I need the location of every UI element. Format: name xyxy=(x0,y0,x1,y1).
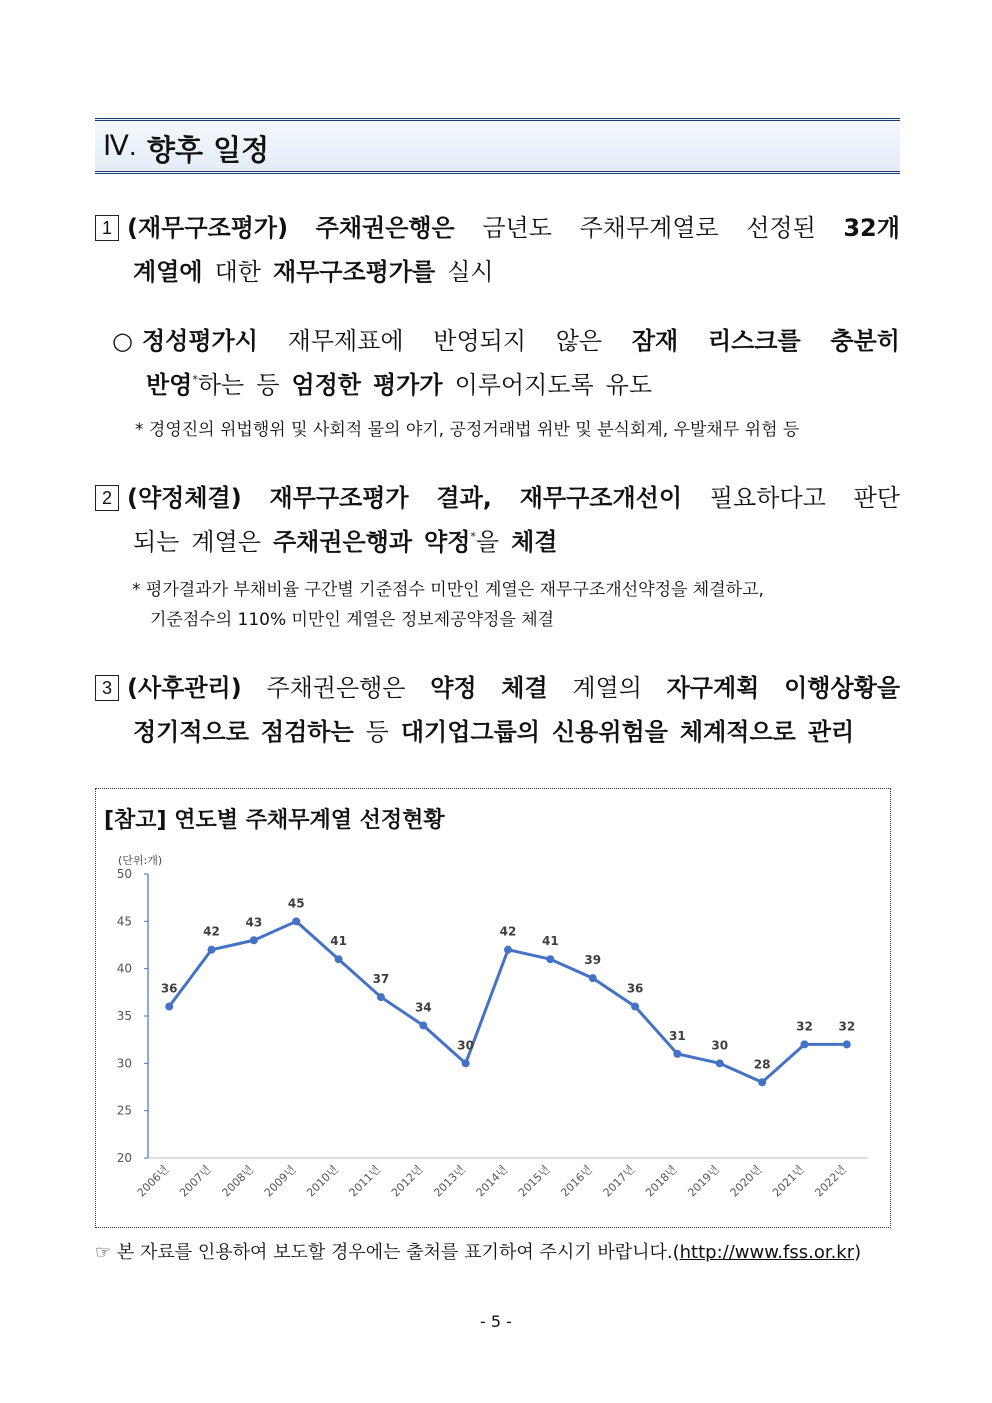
note-1: * 경영진의 위법행위 및 사회적 물의 야기, 공정거래법 위반 및 분식회계, 우발채무 위험 등 xyxy=(135,420,800,440)
chart-panel xyxy=(95,788,891,1228)
data-point xyxy=(419,1021,427,1029)
word: 신용위험을 xyxy=(551,718,668,746)
word: 충분히 xyxy=(830,327,900,355)
item-2 xyxy=(95,476,900,564)
x-tick-label: 2011년 xyxy=(346,1162,384,1200)
citation-text: ☞ 본 자료를 인용하여 보도할 경우에는 출처를 표기하여 주시기 바랍니다.( xyxy=(95,1242,680,1263)
word: 반영 xyxy=(146,371,193,399)
data-label: 34 xyxy=(414,1000,432,1015)
data-point xyxy=(673,1050,681,1058)
data-label: 45 xyxy=(287,896,305,911)
x-tick-label: 2018년 xyxy=(643,1162,680,1200)
data-label: 30 xyxy=(457,1038,474,1053)
word: 정성평가시 xyxy=(142,327,258,355)
footnote-star: * xyxy=(470,530,476,543)
word: 금년도 xyxy=(482,214,552,242)
y-tick-label: 45 xyxy=(116,914,132,929)
fss-link[interactable]: http://www.fss.or.kr xyxy=(679,1242,855,1263)
word: 리스크를 xyxy=(707,327,801,355)
word: 약정 xyxy=(424,528,471,556)
y-tick-label: 30 xyxy=(116,1056,132,1071)
item-number-box: 1 xyxy=(95,215,119,241)
word: 되는 xyxy=(133,528,180,556)
y-tick-label: 25 xyxy=(116,1103,132,1118)
y-tick-label: 40 xyxy=(116,961,132,976)
x-tick-label: 2021년 xyxy=(770,1162,807,1200)
word: 평가가 xyxy=(373,371,443,399)
data-point xyxy=(377,993,385,1001)
item-heading: (사후관리) xyxy=(127,674,242,702)
bullet-circle: ○ xyxy=(112,327,133,355)
word: 자구계획 xyxy=(666,674,760,702)
data-label: 37 xyxy=(372,972,390,987)
section-title: 향후 일정 xyxy=(147,133,270,167)
data-label: 43 xyxy=(245,915,263,930)
word: 대기업그룹의 xyxy=(400,718,540,746)
word: 계열의 xyxy=(572,674,642,702)
data-point xyxy=(165,1003,173,1011)
data-label: 32 xyxy=(796,1019,813,1034)
data-label: 30 xyxy=(711,1038,729,1053)
sub-bullet xyxy=(112,319,900,407)
item-3 xyxy=(95,666,900,754)
word: 않은 xyxy=(555,327,603,355)
citation-close: ) xyxy=(854,1242,862,1263)
footnote-star: * xyxy=(192,373,198,386)
data-point xyxy=(843,1040,851,1048)
word: 계열에 xyxy=(133,258,203,286)
data-label: 41 xyxy=(542,934,559,949)
x-tick-label: 2015년 xyxy=(515,1162,553,1200)
word: 판단 xyxy=(853,484,900,512)
x-tick-label: 2017년 xyxy=(600,1162,638,1200)
chart-title: [참고] 연도별 주채무계열 선정현황 xyxy=(104,808,445,833)
data-label: 28 xyxy=(753,1057,771,1072)
word: 재무구조평가를 xyxy=(272,258,436,286)
x-tick-label: 2008년 xyxy=(219,1162,257,1200)
word: 체계적으로 xyxy=(679,718,796,746)
word: 유도 xyxy=(605,371,653,399)
word: 주채권은행과 xyxy=(272,528,413,556)
word: 이루어지도록 xyxy=(454,371,594,399)
word: 약정 xyxy=(430,674,477,702)
word: 정기적으로 xyxy=(133,718,249,746)
word: 잠재 xyxy=(631,327,679,355)
section-number: Ⅳ. xyxy=(103,130,137,161)
x-tick-label: 2019년 xyxy=(685,1162,722,1200)
x-tick-label: 2016년 xyxy=(558,1162,595,1200)
data-point xyxy=(716,1059,724,1067)
x-tick-label: 2010년 xyxy=(304,1162,341,1200)
word: 결과, xyxy=(436,484,492,512)
word: 필요하다고 xyxy=(709,484,826,512)
data-label: 31 xyxy=(669,1028,686,1043)
data-label: 42 xyxy=(499,924,517,939)
data-point xyxy=(800,1040,808,1048)
y-tick-label: 50 xyxy=(116,867,132,881)
data-point xyxy=(589,974,597,982)
data-label: 39 xyxy=(584,953,602,968)
word: 엄정한 xyxy=(291,371,361,399)
note-2b: 기준점수의 110% 미만인 계열은 정보제공약정을 체결 xyxy=(150,610,555,630)
data-point xyxy=(504,946,512,954)
word: 점검하는 xyxy=(260,718,354,746)
word: 실시 xyxy=(447,258,494,286)
x-tick-label: 2013년 xyxy=(431,1162,468,1200)
item-1 xyxy=(95,206,900,294)
x-tick-label: 2009년 xyxy=(261,1162,299,1200)
data-label: 36 xyxy=(626,981,644,996)
y-tick-label: 35 xyxy=(116,1009,132,1023)
word: 체결 xyxy=(501,674,548,702)
data-label: 41 xyxy=(330,934,347,949)
word: 32개 xyxy=(843,214,900,242)
unit-label: (단위:개) xyxy=(118,854,163,867)
x-tick-label: 2006년 xyxy=(134,1162,172,1200)
citation-note xyxy=(95,1238,895,1264)
x-tick-label: 2014년 xyxy=(473,1162,511,1200)
word: 재무구조평가 xyxy=(269,484,409,512)
data-point xyxy=(462,1059,470,1067)
word: 주채권은행은 xyxy=(315,214,455,242)
item-heading: (재무구조평가) xyxy=(127,214,289,242)
data-point xyxy=(335,955,343,963)
x-tick-label: 2007년 xyxy=(177,1162,214,1200)
x-tick-label: 2012년 xyxy=(388,1162,426,1200)
data-point xyxy=(292,917,300,925)
line-chart xyxy=(96,789,892,1229)
word: 관리 xyxy=(807,718,855,746)
item-heading: (약정체결) xyxy=(127,484,242,512)
word: 계열은 xyxy=(191,528,261,556)
data-point xyxy=(250,936,258,944)
word: 반영되지 xyxy=(433,327,527,355)
item-number-box: 2 xyxy=(95,485,119,511)
word: 주채권은행은 xyxy=(266,674,406,702)
word: 이행상황을 xyxy=(784,674,900,702)
data-point xyxy=(631,1003,639,1011)
word: 재무구조개선이 xyxy=(519,484,683,512)
data-point xyxy=(208,946,216,954)
item-number-box: 3 xyxy=(95,675,119,701)
word: 체결 xyxy=(511,528,558,556)
x-tick-label: 2022년 xyxy=(812,1162,849,1200)
data-label: 36 xyxy=(160,981,178,996)
word: 선정된 xyxy=(746,214,816,242)
word: 을 xyxy=(475,528,500,556)
word: 하는 xyxy=(197,371,245,399)
note-2a: * 평가결과가 부채비율 구간별 기준점수 미만인 계열은 재무구조개선약정을 체결하고, xyxy=(132,580,764,600)
series-line xyxy=(169,921,847,1082)
data-point xyxy=(546,955,554,963)
word: 등 xyxy=(256,371,280,399)
word: 주채무계열로 xyxy=(579,214,719,242)
y-tick-label: 20 xyxy=(116,1151,132,1165)
data-label: 42 xyxy=(203,924,220,939)
word: 등 xyxy=(365,718,389,746)
word: 대한 xyxy=(214,258,261,286)
section-header xyxy=(95,118,900,174)
data-point xyxy=(758,1078,766,1086)
word: 재무제표에 xyxy=(287,327,404,355)
x-tick-label: 2020년 xyxy=(727,1162,765,1200)
data-label: 32 xyxy=(838,1019,856,1034)
page-number: - 5 - xyxy=(480,1312,512,1331)
